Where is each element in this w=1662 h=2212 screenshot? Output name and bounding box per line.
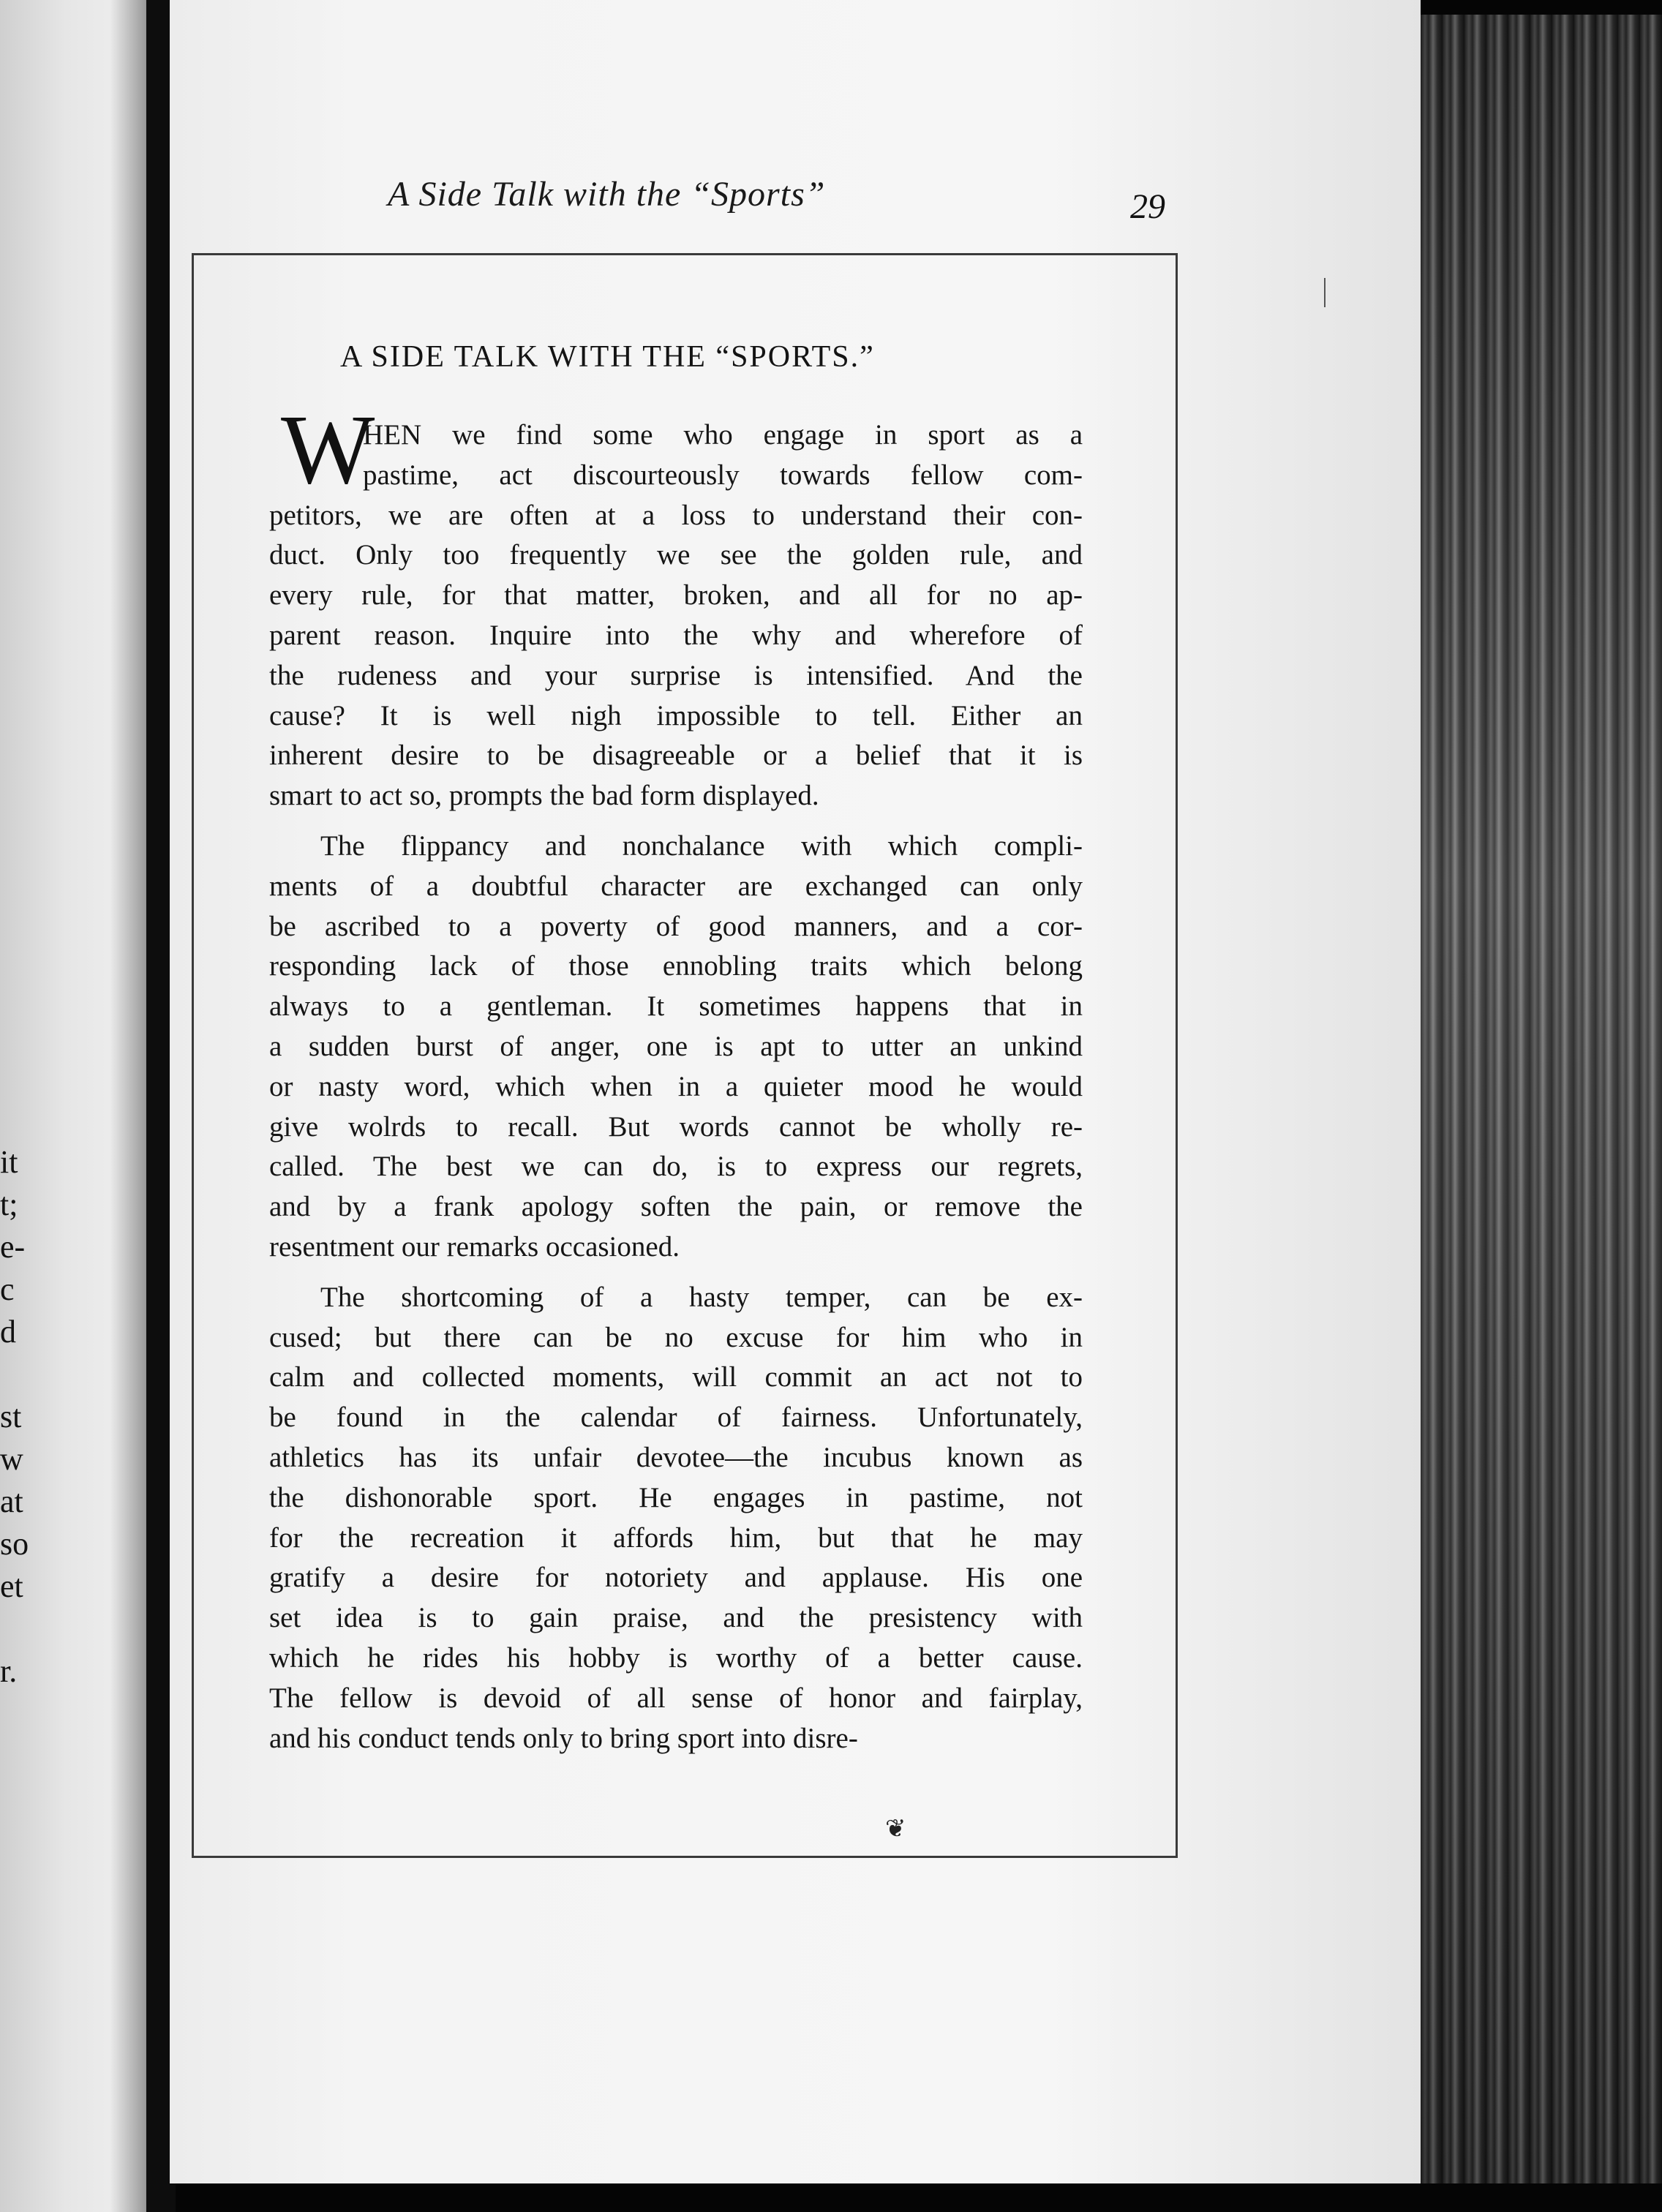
facing-page-fragment: so bbox=[0, 1526, 29, 1562]
text-line: which he rides his hobby is worthy of a better cause. bbox=[269, 1641, 1083, 1674]
text-line: the dishonorable sport. He engages in pastime, not bbox=[269, 1481, 1083, 1513]
text-line: a sudden burst of anger, one is apt to utter an unkind bbox=[269, 1030, 1083, 1062]
text-line: calm and collected moments, will commit an act not to bbox=[269, 1361, 1083, 1393]
facing-page-fragment: w bbox=[0, 1441, 23, 1477]
paragraph bbox=[269, 1278, 1083, 1759]
text-line: the rudeness and your surprise is intensified. And the bbox=[269, 659, 1083, 691]
facing-page-fragment bbox=[0, 1608, 22, 1650]
text-line: parent reason. Inquire into the why and wherefore of bbox=[269, 619, 1083, 651]
text-line: for the recreation it affords him, but that he may bbox=[269, 1521, 1083, 1554]
text-line: The flippancy and nonchalance with which compli- bbox=[320, 830, 1083, 862]
page-edges-shade bbox=[1421, 15, 1662, 2183]
text-line: petitors, we are often at a loss to understand their con- bbox=[269, 499, 1083, 531]
text-line: be found in the calendar of fairness. Unfortunately, bbox=[269, 1402, 1083, 1434]
text-line: and his conduct tends only to bring sport into disre- bbox=[269, 1722, 858, 1754]
text-line: athletics has its unfair devotee—the incubus known as bbox=[269, 1441, 1083, 1473]
facing-page-fragment: it bbox=[0, 1144, 18, 1180]
text-line: resentment our remarks occasioned. bbox=[269, 1230, 680, 1263]
facing-page-fragment: at bbox=[0, 1483, 23, 1519]
article-title: A SIDE TALK WITH THE “SPORTS.” bbox=[340, 340, 875, 374]
text-line: cause? It is well nigh impossible to tell. Either an bbox=[269, 699, 1083, 731]
text-line: gratify a desire for notoriety and applause. His one bbox=[269, 1562, 1083, 1594]
text-line: HEN we find some who engage in sport as a bbox=[363, 419, 1083, 451]
text-line: pastime, act discourteously towards fellow com- bbox=[363, 459, 1083, 491]
text-line: always to a gentleman. It sometimes happens that in bbox=[269, 990, 1083, 1023]
text-line: ments of a doubtful character are exchanged can only bbox=[269, 870, 1083, 902]
article-body bbox=[269, 415, 1083, 1769]
text-line: cused; but there can be no excuse for him who in bbox=[269, 1321, 1083, 1353]
text-line: responding lack of those ennobling traits which belong bbox=[269, 950, 1083, 982]
facing-page-fragment: c bbox=[0, 1271, 15, 1307]
text-line: inherent desire to be disagreeable or a belief that it is bbox=[269, 740, 1083, 772]
text-line: The shortcoming of a hasty temper, can be ex- bbox=[320, 1281, 1083, 1313]
page-number: 29 bbox=[1130, 187, 1165, 226]
facing-page-fragment: et bbox=[0, 1568, 23, 1604]
facing-page-fragment: d bbox=[0, 1314, 16, 1350]
text-line: called. The best we can do, is to express our regrets, bbox=[269, 1151, 1083, 1183]
text-line: or nasty word, which when in a quieter mood he would bbox=[269, 1070, 1083, 1102]
text-line: and by a frank apology soften the pain, or remove the bbox=[269, 1191, 1083, 1223]
facing-page-fragment: r. bbox=[0, 1653, 18, 1689]
facing-page-fragment: st bbox=[0, 1399, 22, 1434]
running-head: A Side Talk with the “Sports” bbox=[388, 175, 826, 214]
text-line: be ascribed to a poverty of good manners, and a cor- bbox=[269, 910, 1083, 942]
facing-page-fragment: e- bbox=[0, 1229, 26, 1265]
drop-cap: W bbox=[281, 395, 375, 505]
text-line: The fellow is devoid of all sense of honor and fairplay, bbox=[269, 1682, 1083, 1714]
paragraph bbox=[269, 827, 1083, 1268]
facing-page-fragment bbox=[0, 1353, 22, 1396]
margin-mark bbox=[1324, 278, 1326, 307]
text-line: smart to act so, prompts the bad form displayed. bbox=[269, 780, 819, 812]
text-line: give wolrds to recall. But words cannot be wholly re- bbox=[269, 1110, 1083, 1143]
ornament-mark: ❦ bbox=[885, 1816, 906, 1843]
paragraph bbox=[269, 415, 1083, 816]
text-line: duct. Only too frequently we see the golden rule, and bbox=[269, 539, 1083, 571]
text-line: every rule, for that matter, broken, and all for no ap- bbox=[269, 579, 1083, 612]
text-line: set idea is to gain praise, and the presistency with bbox=[269, 1602, 1083, 1634]
facing-page-fragment: t; bbox=[0, 1186, 18, 1222]
facing-page-text bbox=[0, 1141, 29, 1693]
